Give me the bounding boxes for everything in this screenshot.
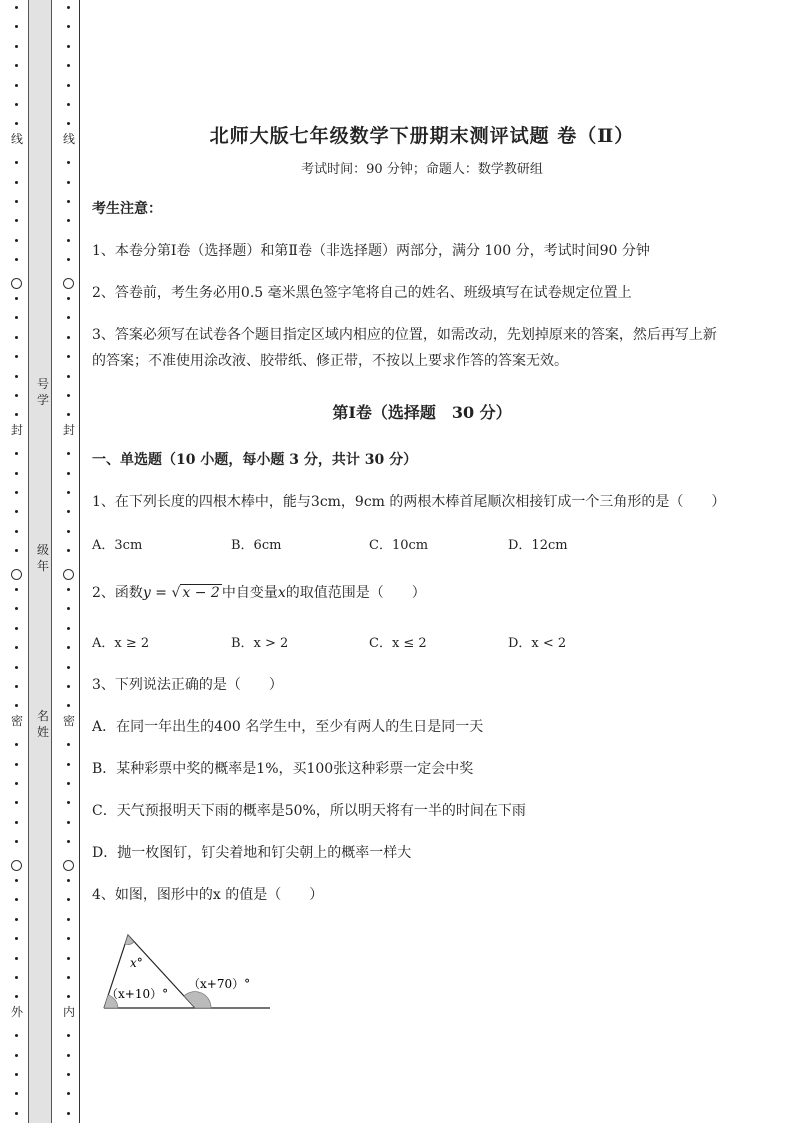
notice-heading: 考生注意： <box>92 201 162 217</box>
cut-line-dot <box>15 336 18 339</box>
cut-line-dot <box>15 898 18 901</box>
right-dotted-cut-line <box>62 0 76 1123</box>
cut-line-dot <box>15 1073 18 1076</box>
cut-line-dot <box>67 491 70 494</box>
cut-line-dot <box>67 782 70 785</box>
question-1-option-b[interactable]: B．6cm <box>231 538 282 553</box>
cut-line-dot <box>67 394 70 397</box>
cut-line-dot <box>15 181 18 184</box>
cut-line-dot <box>15 918 18 921</box>
cut-line-dot <box>15 1054 18 1057</box>
question-2-stem: 2、函数y = √ x − 2 中自变量x的取值范围是（ ） <box>92 585 426 601</box>
cut-line-dot <box>15 879 18 882</box>
cut-line-dot <box>15 297 18 300</box>
cut-line-dot <box>15 64 18 67</box>
cut-line-dot <box>67 685 70 688</box>
cut-line-dot <box>67 530 70 533</box>
cut-line-circle-marker <box>11 278 22 289</box>
question-1-option-c[interactable]: C．10cm <box>369 538 429 553</box>
cut-line-dot <box>15 801 18 804</box>
right-glyph-feng: 封 <box>62 423 75 437</box>
notice-item-1: 1、本卷分第Ⅰ卷（选择题）和第Ⅱ卷（非选择题）两部分，满分 100 分，考试时间90 分钟 <box>92 243 650 259</box>
exam-subtitle: 考试时间：90 分钟；命题人：数学教研组 <box>301 162 543 177</box>
cut-line-dot <box>67 258 70 261</box>
cut-line-dot <box>67 918 70 921</box>
cut-line-dot <box>67 763 70 766</box>
section-title: 第Ⅰ卷（选择题 30 分） <box>332 403 512 422</box>
cut-line-dot <box>15 1112 18 1115</box>
cut-line-dot <box>67 549 70 552</box>
cut-line-circle-marker <box>63 569 74 580</box>
cut-line-dot <box>15 413 18 416</box>
notice-item-3-continued: 的答案；不准使用涂改液、胶带纸、修正带，不按以上要求作答的答案无效。 <box>92 353 568 369</box>
cut-line-dot <box>67 200 70 203</box>
cut-line-dot <box>67 879 70 882</box>
cut-line-dot <box>15 957 18 960</box>
cut-line-dot <box>15 937 18 940</box>
cut-line-dot <box>67 84 70 87</box>
cut-line-dot <box>15 258 18 261</box>
cut-line-circle-marker <box>63 860 74 871</box>
cut-line-dot <box>15 84 18 87</box>
cut-line-dot <box>67 413 70 416</box>
cut-line-dot <box>67 588 70 591</box>
right-glyph-xian: 线 <box>62 132 75 146</box>
right-glyph-nei: 内 <box>62 1005 75 1019</box>
cut-line-dot <box>15 491 18 494</box>
cut-line-dot <box>15 743 18 746</box>
cut-line-dot <box>15 627 18 630</box>
cut-line-dot <box>67 452 70 455</box>
cut-line-dot <box>67 219 70 222</box>
cut-line-dot <box>15 25 18 28</box>
cut-line-dot <box>67 181 70 184</box>
angle-label-exterior: （x+70）° <box>188 977 251 991</box>
cut-line-dot <box>67 103 70 106</box>
cut-line-dot <box>15 161 18 164</box>
cut-line-dot <box>67 821 70 824</box>
cut-line-dot <box>67 1054 70 1057</box>
cut-line-dot <box>67 704 70 707</box>
cut-line-dot <box>15 355 18 358</box>
angle-label-left: （x+10）° <box>106 987 169 1001</box>
cut-line-dot <box>15 607 18 610</box>
question-2-option-d[interactable]: D．x < 2 <box>508 636 567 651</box>
cut-line-dot <box>67 627 70 630</box>
cut-line-dot <box>15 763 18 766</box>
cut-line-dot <box>15 530 18 533</box>
cut-line-circle-marker <box>63 278 74 289</box>
function-formula: y = √ x − 2 <box>142 585 220 601</box>
cut-line-dot <box>67 355 70 358</box>
cut-line-dot <box>15 685 18 688</box>
cut-line-dot <box>15 995 18 998</box>
cut-line-dot <box>15 549 18 552</box>
cut-line-dot <box>67 122 70 125</box>
cut-line-dot <box>15 394 18 397</box>
question-1-option-a[interactable]: A．3cm <box>92 538 143 553</box>
cut-line-dot <box>15 976 18 979</box>
cut-line-dot <box>67 1073 70 1076</box>
cut-line-dot <box>15 472 18 475</box>
cut-line-dot <box>67 957 70 960</box>
cut-line-dot <box>67 297 70 300</box>
cut-line-dot <box>67 45 70 48</box>
exterior-angle-marker <box>184 992 211 1008</box>
cut-line-dot <box>67 161 70 164</box>
binding-margin <box>0 0 82 1123</box>
left-glyph-xian: 线 <box>10 132 23 146</box>
label-name: 名姓 <box>36 709 49 739</box>
cut-line-dot <box>67 1092 70 1095</box>
cut-line-circle-marker <box>11 860 22 871</box>
question-3-option-d[interactable]: D．抛一枚图钉，钉尖着地和钉尖朝上的概率一样大 <box>92 845 412 861</box>
cut-line-dot <box>67 64 70 67</box>
cut-line-dot <box>15 239 18 242</box>
cut-line-dot <box>67 239 70 242</box>
notice-item-2: 2、答卷前，考生务必用0.5 毫米黑色签字笔将自己的姓名、班级填写在试卷规定位置上 <box>92 285 632 301</box>
cut-line-dot <box>15 646 18 649</box>
cut-line-dot <box>67 336 70 339</box>
question-2-option-a[interactable]: A．x ≥ 2 <box>92 636 150 651</box>
cut-line-dot <box>67 1112 70 1115</box>
right-glyph-mi: 密 <box>62 714 75 728</box>
triangle-figure <box>100 928 275 1016</box>
notice-item-3: 3、答案必须写在试卷各个题目指定区域内相应的位置，如需改动，先划掉原来的答案，然后再写上新 <box>92 327 717 343</box>
angle-label-top: x° <box>130 956 143 970</box>
cut-line-dot <box>15 704 18 707</box>
part-title: 一、单选题（10 小题，每小题 3 分，共计 30 分） <box>92 452 418 468</box>
cut-line-dot <box>67 472 70 475</box>
question-2-option-b[interactable]: B．x > 2 <box>231 636 289 651</box>
cut-line-dot <box>15 45 18 48</box>
cut-line-dot <box>67 1034 70 1037</box>
cut-line-dot <box>67 646 70 649</box>
question-1-stem: 1、在下列长度的四根木棒中，能与3cm，9cm 的两根木棒首尾顺次相接钉成一个三角形的是（ ） <box>92 494 726 510</box>
question-3-option-b[interactable]: B．某种彩票中奖的概率是1%，买100张这种彩票一定会中奖 <box>92 761 474 777</box>
cut-line-dot <box>67 666 70 669</box>
cut-line-dot <box>67 743 70 746</box>
cut-line-dot <box>67 316 70 319</box>
left-glyph-feng: 封 <box>10 423 23 437</box>
question-2-option-c[interactable]: C．x ≤ 2 <box>369 636 427 651</box>
cut-line-dot <box>67 898 70 901</box>
cut-line-dot <box>15 1092 18 1095</box>
question-3-option-c[interactable]: C．天气预报明天下雨的概率是50%，所以明天将有一半的时间在下雨 <box>92 803 526 819</box>
cut-line-dot <box>15 6 18 9</box>
cut-line-dot <box>15 840 18 843</box>
cut-line-dot <box>67 937 70 940</box>
label-student-number: 号学 <box>36 377 49 407</box>
cut-line-dot <box>15 316 18 319</box>
label-grade: 级年 <box>36 543 49 573</box>
cut-line-dot <box>67 995 70 998</box>
margin-border-line <box>79 0 80 1123</box>
left-dotted-cut-line <box>10 0 24 1123</box>
exam-title: 北师大版七年级数学下册期末测评试题 卷（Ⅱ） <box>209 125 635 147</box>
question-4-stem: 4、如图，图形中的x 的值是（ ） <box>92 887 324 903</box>
cut-line-dot <box>67 840 70 843</box>
cut-line-dot <box>15 821 18 824</box>
cut-line-dot <box>15 122 18 125</box>
question-1-option-d[interactable]: D．12cm <box>508 538 568 553</box>
cut-line-dot <box>67 510 70 513</box>
question-3-stem: 3、下列说法正确的是（ ） <box>92 677 283 693</box>
cut-line-dot <box>67 6 70 9</box>
left-glyph-wai: 外 <box>10 1005 23 1019</box>
cut-line-dot <box>15 103 18 106</box>
cut-line-dot <box>15 510 18 513</box>
question-3-option-a[interactable]: A．在同一年出生的400 名学生中，至少有两人的生日是同一天 <box>92 719 484 735</box>
cut-line-dot <box>67 375 70 378</box>
cut-line-dot <box>15 588 18 591</box>
cut-line-dot <box>67 976 70 979</box>
cut-line-dot <box>15 452 18 455</box>
left-glyph-mi: 密 <box>10 714 23 728</box>
cut-line-dot <box>67 25 70 28</box>
cut-line-dot <box>67 801 70 804</box>
cut-line-dot <box>67 607 70 610</box>
cut-line-dot <box>15 1034 18 1037</box>
cut-line-dot <box>15 375 18 378</box>
cut-line-dot <box>15 666 18 669</box>
cut-line-dot <box>15 782 18 785</box>
cut-line-dot <box>15 219 18 222</box>
cut-line-circle-marker <box>11 569 22 580</box>
cut-line-dot <box>15 200 18 203</box>
